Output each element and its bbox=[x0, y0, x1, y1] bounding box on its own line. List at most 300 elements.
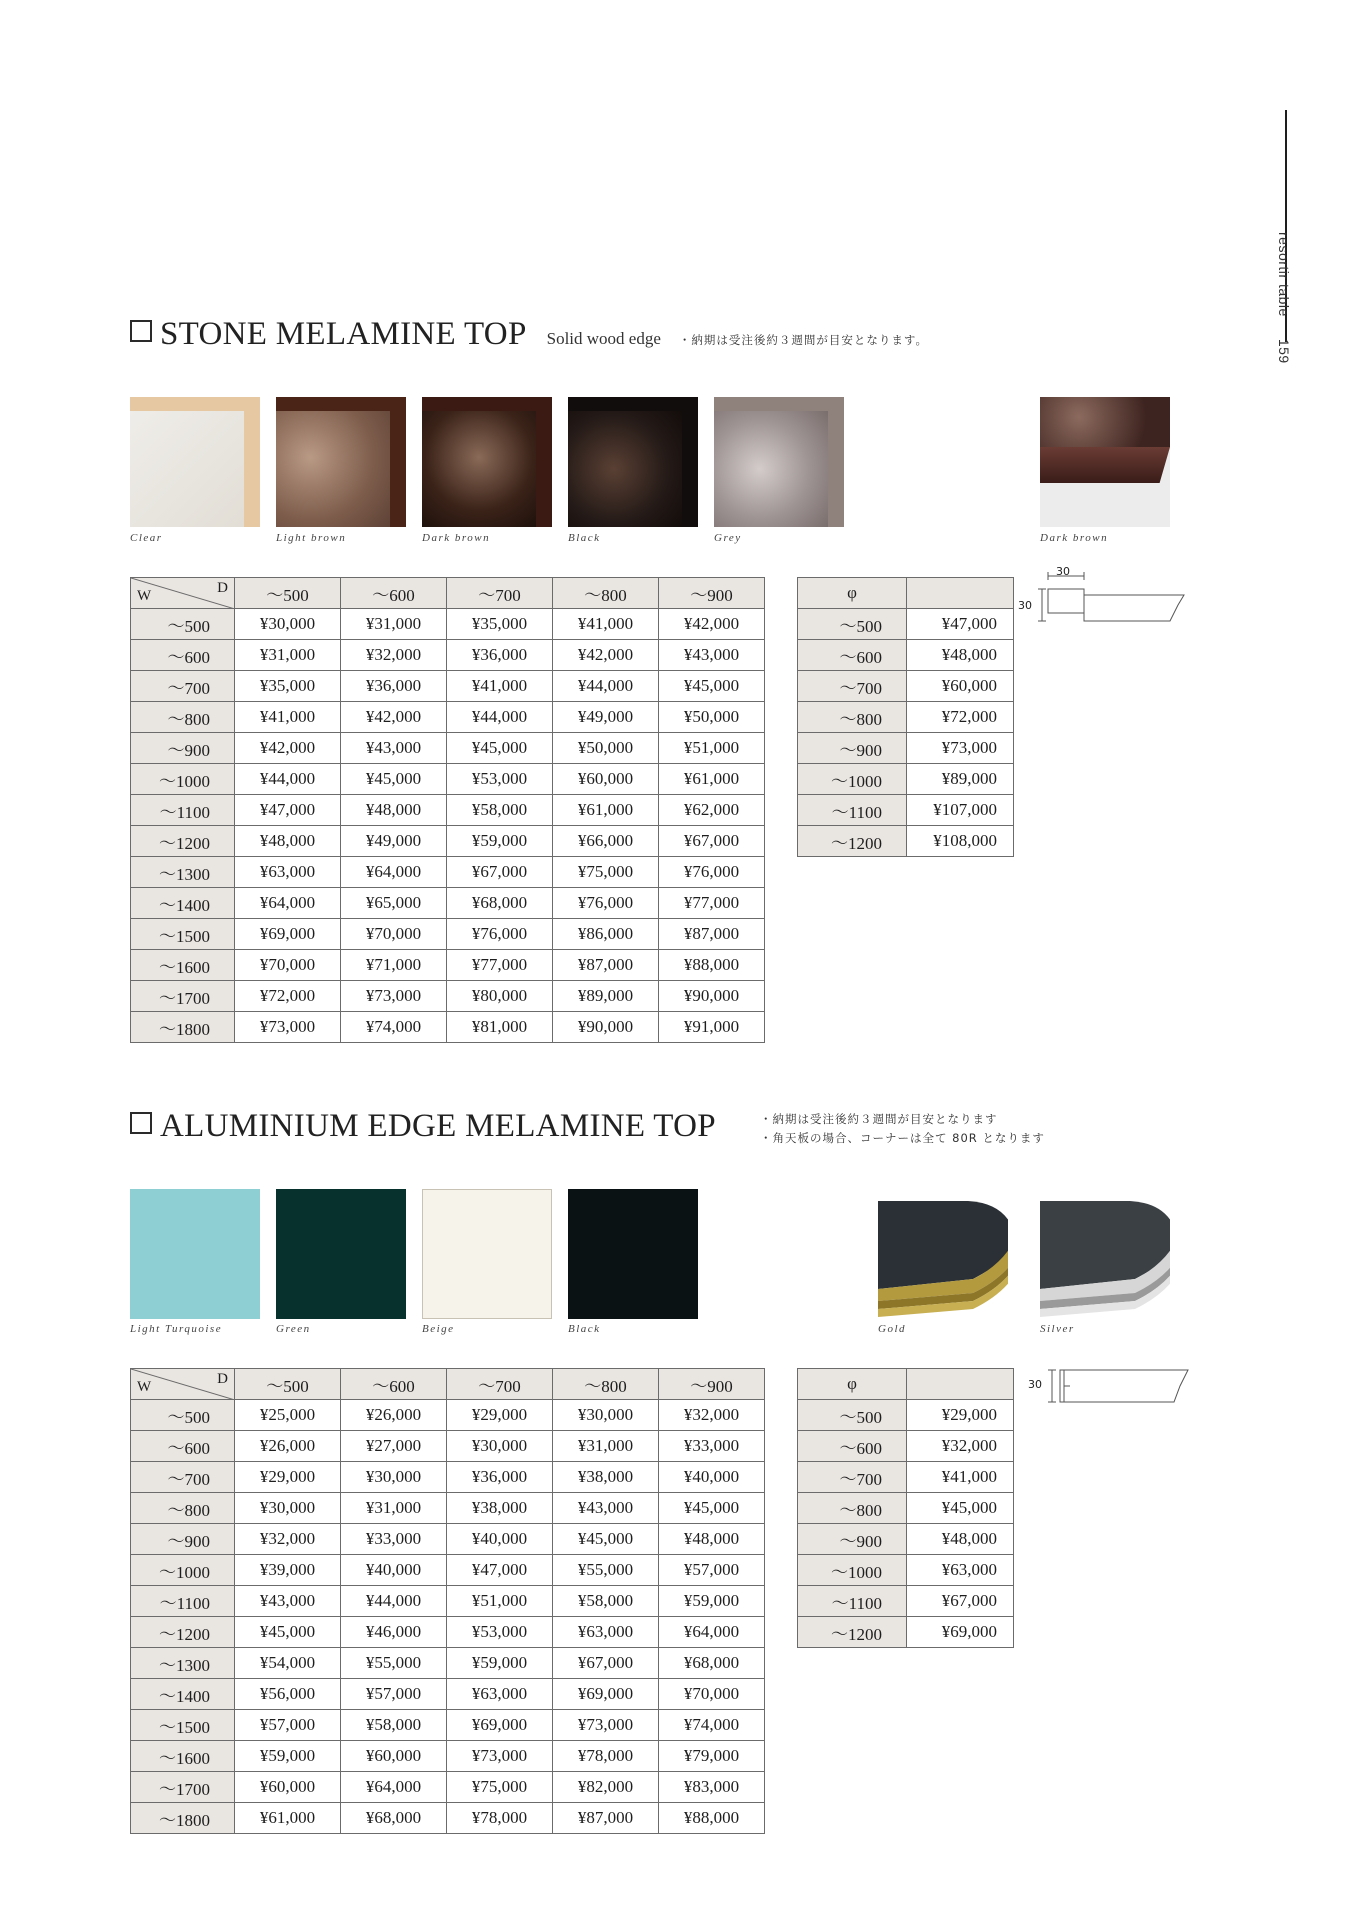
table-row bbox=[131, 1462, 765, 1493]
swatch-light-brown bbox=[276, 397, 406, 527]
price-cell: ¥53,000 bbox=[447, 1617, 553, 1648]
price-cell: ¥70,000 bbox=[659, 1679, 765, 1710]
row-header: ～1200 bbox=[131, 826, 235, 857]
edge-profile-diagram bbox=[1030, 1366, 1192, 1406]
price-cell: ¥63,000 bbox=[447, 1679, 553, 1710]
row-header: ～900 bbox=[798, 733, 907, 764]
swatch-black bbox=[568, 1189, 698, 1319]
price-cell: ¥40,000 bbox=[659, 1462, 765, 1493]
column-header: ～600 bbox=[341, 1369, 447, 1400]
swatch-label: Black bbox=[568, 1323, 601, 1335]
section-stone-header bbox=[130, 316, 928, 353]
table-row bbox=[131, 1524, 765, 1555]
table-row bbox=[798, 733, 1014, 764]
row-header: ～1600 bbox=[131, 1741, 235, 1772]
table-row bbox=[798, 1617, 1014, 1648]
price-cell: ¥38,000 bbox=[447, 1493, 553, 1524]
price-cell: ¥76,000 bbox=[447, 919, 553, 950]
price-cell: ¥73,000 bbox=[447, 1741, 553, 1772]
price-cell: ¥75,000 bbox=[553, 857, 659, 888]
diameter-header: φ bbox=[798, 578, 907, 609]
row-header: ～1100 bbox=[131, 795, 235, 826]
swatch-black bbox=[568, 397, 698, 527]
price-cell: ¥63,000 bbox=[907, 1555, 1014, 1586]
section-note: ・納期は受注後約３週間が目安となります bbox=[760, 1112, 998, 1126]
price-cell: ¥68,000 bbox=[341, 1803, 447, 1834]
price-cell: ¥42,000 bbox=[553, 640, 659, 671]
table-row bbox=[131, 1803, 765, 1834]
price-cell: ¥54,000 bbox=[235, 1648, 341, 1679]
row-header: ～1400 bbox=[131, 888, 235, 919]
swatch-label: Dark brown bbox=[422, 532, 491, 544]
width-label: W bbox=[137, 588, 152, 604]
swatch-label: Gold bbox=[878, 1323, 906, 1335]
table-row bbox=[798, 795, 1014, 826]
price-cell: ¥45,000 bbox=[553, 1524, 659, 1555]
price-cell: ¥69,000 bbox=[235, 919, 341, 950]
column-header: ～600 bbox=[341, 578, 447, 609]
price-cell: ¥44,000 bbox=[447, 702, 553, 733]
price-cell: ¥91,000 bbox=[659, 1012, 765, 1043]
table-row bbox=[131, 702, 765, 733]
price-cell: ¥46,000 bbox=[341, 1617, 447, 1648]
price-cell: ¥81,000 bbox=[447, 1012, 553, 1043]
price-cell: ¥64,000 bbox=[659, 1617, 765, 1648]
price-cell: ¥48,000 bbox=[235, 826, 341, 857]
row-header: ～500 bbox=[131, 1400, 235, 1431]
price-cell: ¥33,000 bbox=[341, 1524, 447, 1555]
row-header: ～1000 bbox=[798, 1555, 907, 1586]
price-cell: ¥43,000 bbox=[341, 733, 447, 764]
price-cell: ¥60,000 bbox=[341, 1741, 447, 1772]
price-cell: ¥63,000 bbox=[235, 857, 341, 888]
price-cell: ¥79,000 bbox=[659, 1741, 765, 1772]
table-row bbox=[131, 888, 765, 919]
row-header: ～1000 bbox=[131, 764, 235, 795]
swatch-label: Grey bbox=[714, 532, 742, 544]
price-cell: ¥45,000 bbox=[659, 671, 765, 702]
blank-header bbox=[907, 1369, 1014, 1400]
swatch-dark-brown-edge bbox=[1040, 397, 1170, 527]
table-corner-cell bbox=[131, 1369, 235, 1400]
column-header: ～700 bbox=[447, 578, 553, 609]
edge-dim-side: 30 bbox=[1018, 599, 1032, 612]
aluminium-round-price-table bbox=[797, 1368, 1014, 1648]
stone-price-table bbox=[130, 577, 765, 1043]
price-cell: ¥55,000 bbox=[341, 1648, 447, 1679]
price-cell: ¥51,000 bbox=[659, 733, 765, 764]
row-header: ～1200 bbox=[798, 826, 907, 857]
table-row bbox=[131, 1617, 765, 1648]
row-header: ～1700 bbox=[131, 1772, 235, 1803]
price-cell: ¥39,000 bbox=[235, 1555, 341, 1586]
price-cell: ¥86,000 bbox=[553, 919, 659, 950]
price-cell: ¥41,000 bbox=[447, 671, 553, 702]
price-cell: ¥49,000 bbox=[341, 826, 447, 857]
price-cell: ¥67,000 bbox=[659, 826, 765, 857]
table-row bbox=[798, 826, 1014, 857]
table-row bbox=[798, 609, 1014, 640]
row-header: ～500 bbox=[798, 609, 907, 640]
price-cell: ¥68,000 bbox=[447, 888, 553, 919]
row-header: ～600 bbox=[131, 640, 235, 671]
price-cell: ¥82,000 bbox=[553, 1772, 659, 1803]
price-cell: ¥26,000 bbox=[235, 1431, 341, 1462]
price-cell: ¥40,000 bbox=[341, 1555, 447, 1586]
row-header: ～800 bbox=[798, 702, 907, 733]
price-cell: ¥57,000 bbox=[341, 1679, 447, 1710]
price-cell: ¥40,000 bbox=[447, 1524, 553, 1555]
row-header: ～1200 bbox=[798, 1617, 907, 1648]
price-cell: ¥45,000 bbox=[659, 1493, 765, 1524]
price-cell: ¥55,000 bbox=[553, 1555, 659, 1586]
price-cell: ¥47,000 bbox=[447, 1555, 553, 1586]
row-header: ～1800 bbox=[131, 1803, 235, 1834]
row-header: ～600 bbox=[131, 1431, 235, 1462]
price-cell: ¥80,000 bbox=[447, 981, 553, 1012]
table-row bbox=[798, 1524, 1014, 1555]
price-cell: ¥33,000 bbox=[659, 1431, 765, 1462]
price-cell: ¥35,000 bbox=[447, 609, 553, 640]
row-header: ～1500 bbox=[131, 919, 235, 950]
price-cell: ¥45,000 bbox=[907, 1493, 1014, 1524]
price-cell: ¥77,000 bbox=[447, 950, 553, 981]
row-header: ～800 bbox=[798, 1493, 907, 1524]
table-header-row bbox=[798, 1369, 1014, 1400]
price-cell: ¥48,000 bbox=[341, 795, 447, 826]
price-cell: ¥36,000 bbox=[341, 671, 447, 702]
price-cell: ¥59,000 bbox=[235, 1741, 341, 1772]
price-cell: ¥61,000 bbox=[235, 1803, 341, 1834]
row-header: ～1400 bbox=[131, 1679, 235, 1710]
price-cell: ¥87,000 bbox=[659, 919, 765, 950]
stone-round-price-table bbox=[797, 577, 1014, 857]
table-row bbox=[798, 1462, 1014, 1493]
price-cell: ¥45,000 bbox=[235, 1617, 341, 1648]
price-cell: ¥32,000 bbox=[907, 1431, 1014, 1462]
depth-label: D bbox=[217, 1371, 228, 1387]
price-cell: ¥67,000 bbox=[907, 1586, 1014, 1617]
table-row bbox=[131, 733, 765, 764]
price-cell: ¥41,000 bbox=[235, 702, 341, 733]
price-cell: ¥75,000 bbox=[447, 1772, 553, 1803]
price-cell: ¥88,000 bbox=[659, 1803, 765, 1834]
table-row bbox=[798, 1493, 1014, 1524]
price-cell: ¥49,000 bbox=[553, 702, 659, 733]
table-row bbox=[131, 1710, 765, 1741]
row-header: ～1000 bbox=[131, 1555, 235, 1586]
price-cell: ¥61,000 bbox=[553, 795, 659, 826]
section-notes bbox=[760, 1110, 1045, 1148]
row-header: ～1100 bbox=[798, 1586, 907, 1617]
price-cell: ¥60,000 bbox=[907, 671, 1014, 702]
row-header: ～900 bbox=[798, 1524, 907, 1555]
price-cell: ¥58,000 bbox=[553, 1586, 659, 1617]
price-cell: ¥64,000 bbox=[341, 1772, 447, 1803]
price-cell: ¥42,000 bbox=[235, 733, 341, 764]
price-cell: ¥62,000 bbox=[659, 795, 765, 826]
price-cell: ¥59,000 bbox=[659, 1586, 765, 1617]
checkbox-square-icon bbox=[130, 320, 152, 342]
price-cell: ¥47,000 bbox=[907, 609, 1014, 640]
price-cell: ¥89,000 bbox=[907, 764, 1014, 795]
price-cell: ¥26,000 bbox=[341, 1400, 447, 1431]
price-cell: ¥65,000 bbox=[341, 888, 447, 919]
price-cell: ¥73,000 bbox=[235, 1012, 341, 1043]
price-cell: ¥70,000 bbox=[341, 919, 447, 950]
table-row bbox=[131, 1772, 765, 1803]
row-header: ～1800 bbox=[131, 1012, 235, 1043]
column-header: ～800 bbox=[553, 1369, 659, 1400]
table-row bbox=[131, 1741, 765, 1772]
price-cell: ¥69,000 bbox=[447, 1710, 553, 1741]
table-row bbox=[131, 1431, 765, 1462]
swatch-green bbox=[276, 1189, 406, 1319]
price-cell: ¥69,000 bbox=[553, 1679, 659, 1710]
price-cell: ¥58,000 bbox=[341, 1710, 447, 1741]
price-cell: ¥67,000 bbox=[447, 857, 553, 888]
row-header: ～1500 bbox=[131, 1710, 235, 1741]
price-cell: ¥48,000 bbox=[907, 640, 1014, 671]
price-cell: ¥50,000 bbox=[659, 702, 765, 733]
price-cell: ¥59,000 bbox=[447, 1648, 553, 1679]
table-row bbox=[131, 1555, 765, 1586]
row-header: ～900 bbox=[131, 733, 235, 764]
table-header-row bbox=[131, 578, 765, 609]
price-cell: ¥30,000 bbox=[235, 1493, 341, 1524]
price-cell: ¥50,000 bbox=[553, 733, 659, 764]
price-cell: ¥56,000 bbox=[235, 1679, 341, 1710]
table-row bbox=[131, 671, 765, 702]
table-header-row bbox=[798, 578, 1014, 609]
table-row bbox=[131, 1012, 765, 1043]
price-cell: ¥73,000 bbox=[553, 1710, 659, 1741]
price-cell: ¥47,000 bbox=[235, 795, 341, 826]
swatch-label: Light brown bbox=[276, 532, 347, 544]
price-cell: ¥59,000 bbox=[447, 826, 553, 857]
price-cell: ¥42,000 bbox=[659, 609, 765, 640]
table-row bbox=[798, 764, 1014, 795]
edge-dim-top: 30 bbox=[1056, 565, 1070, 578]
table-row bbox=[131, 764, 765, 795]
swatch-label: Light Turquoise bbox=[130, 1323, 223, 1335]
section-note: ・納期は受注後約３週間が目安となります。 bbox=[678, 333, 928, 347]
price-cell: ¥51,000 bbox=[447, 1586, 553, 1617]
row-header: ～1700 bbox=[131, 981, 235, 1012]
price-cell: ¥66,000 bbox=[553, 826, 659, 857]
row-header: ～1200 bbox=[131, 1617, 235, 1648]
price-cell: ¥43,000 bbox=[659, 640, 765, 671]
checkbox-square-icon bbox=[130, 1112, 152, 1134]
row-header: ～600 bbox=[798, 640, 907, 671]
price-cell: ¥90,000 bbox=[659, 981, 765, 1012]
swatch-clear bbox=[130, 397, 260, 527]
table-row bbox=[798, 1431, 1014, 1462]
price-cell: ¥31,000 bbox=[341, 609, 447, 640]
column-header: ～500 bbox=[235, 1369, 341, 1400]
row-header: ～700 bbox=[131, 1462, 235, 1493]
price-cell: ¥74,000 bbox=[659, 1710, 765, 1741]
price-cell: ¥25,000 bbox=[235, 1400, 341, 1431]
table-row bbox=[131, 1400, 765, 1431]
swatch-light-turquoise bbox=[130, 1189, 260, 1319]
price-cell: ¥44,000 bbox=[553, 671, 659, 702]
price-cell: ¥45,000 bbox=[447, 733, 553, 764]
table-row bbox=[131, 981, 765, 1012]
price-cell: ¥89,000 bbox=[553, 981, 659, 1012]
price-cell: ¥68,000 bbox=[659, 1648, 765, 1679]
swatch-label: Black bbox=[568, 532, 601, 544]
price-cell: ¥58,000 bbox=[447, 795, 553, 826]
price-cell: ¥61,000 bbox=[659, 764, 765, 795]
swatch-gold-edge bbox=[878, 1189, 1008, 1319]
row-header: ～1000 bbox=[798, 764, 907, 795]
row-header: ～1300 bbox=[131, 1648, 235, 1679]
price-cell: ¥57,000 bbox=[235, 1710, 341, 1741]
column-header: ～700 bbox=[447, 1369, 553, 1400]
row-header: ～900 bbox=[131, 1524, 235, 1555]
row-header: ～500 bbox=[798, 1400, 907, 1431]
table-row bbox=[798, 702, 1014, 733]
swatch-dark-brown bbox=[422, 397, 552, 527]
price-cell: ¥32,000 bbox=[341, 640, 447, 671]
price-cell: ¥32,000 bbox=[235, 1524, 341, 1555]
price-cell: ¥78,000 bbox=[447, 1803, 553, 1834]
column-header: ～900 bbox=[659, 578, 765, 609]
table-row bbox=[131, 919, 765, 950]
price-cell: ¥60,000 bbox=[553, 764, 659, 795]
price-cell: ¥35,000 bbox=[235, 671, 341, 702]
row-header: ～700 bbox=[798, 671, 907, 702]
column-header: ～800 bbox=[553, 578, 659, 609]
table-row bbox=[131, 1586, 765, 1617]
row-header: ～1300 bbox=[131, 857, 235, 888]
price-cell: ¥78,000 bbox=[553, 1741, 659, 1772]
price-cell: ¥60,000 bbox=[235, 1772, 341, 1803]
swatch-label: Dark brown bbox=[1040, 532, 1109, 544]
row-header: ～600 bbox=[798, 1431, 907, 1462]
table-row bbox=[131, 1648, 765, 1679]
table-row bbox=[798, 671, 1014, 702]
swatch-silver-edge bbox=[1040, 1189, 1170, 1319]
row-header: ～700 bbox=[798, 1462, 907, 1493]
price-cell: ¥57,000 bbox=[659, 1555, 765, 1586]
price-cell: ¥36,000 bbox=[447, 640, 553, 671]
price-cell: ¥36,000 bbox=[447, 1462, 553, 1493]
price-cell: ¥69,000 bbox=[907, 1617, 1014, 1648]
price-cell: ¥30,000 bbox=[235, 609, 341, 640]
price-cell: ¥74,000 bbox=[341, 1012, 447, 1043]
price-cell: ¥53,000 bbox=[447, 764, 553, 795]
swatch-label: Green bbox=[276, 1323, 311, 1335]
price-cell: ¥44,000 bbox=[341, 1586, 447, 1617]
table-row bbox=[131, 1679, 765, 1710]
price-cell: ¥31,000 bbox=[341, 1493, 447, 1524]
price-cell: ¥29,000 bbox=[907, 1400, 1014, 1431]
price-cell: ¥29,000 bbox=[235, 1462, 341, 1493]
section-aluminium-header bbox=[130, 1108, 716, 1145]
edge-profile-diagram bbox=[1018, 563, 1190, 625]
price-cell: ¥76,000 bbox=[659, 857, 765, 888]
swatch-beige bbox=[422, 1189, 552, 1319]
section-note: ・角天板の場合、コーナーは全て 80R となります bbox=[760, 1131, 1045, 1145]
price-cell: ¥31,000 bbox=[235, 640, 341, 671]
price-cell: ¥43,000 bbox=[235, 1586, 341, 1617]
price-cell: ¥38,000 bbox=[553, 1462, 659, 1493]
price-cell: ¥64,000 bbox=[341, 857, 447, 888]
price-cell: ¥45,000 bbox=[341, 764, 447, 795]
section-title: ALUMINIUM EDGE MELAMINE TOP bbox=[160, 1108, 716, 1144]
price-cell: ¥64,000 bbox=[235, 888, 341, 919]
row-header: ～800 bbox=[131, 1493, 235, 1524]
section-subtitle: Solid wood edge bbox=[546, 329, 661, 348]
width-label: W bbox=[137, 1379, 152, 1395]
table-row bbox=[798, 1555, 1014, 1586]
price-cell: ¥72,000 bbox=[907, 702, 1014, 733]
column-header: ～500 bbox=[235, 578, 341, 609]
diameter-header: φ bbox=[798, 1369, 907, 1400]
table-row bbox=[131, 857, 765, 888]
price-cell: ¥73,000 bbox=[341, 981, 447, 1012]
price-cell: ¥77,000 bbox=[659, 888, 765, 919]
price-cell: ¥67,000 bbox=[553, 1648, 659, 1679]
table-corner-cell bbox=[131, 578, 235, 609]
swatch-label: Silver bbox=[1040, 1323, 1075, 1335]
price-cell: ¥43,000 bbox=[553, 1493, 659, 1524]
price-cell: ¥71,000 bbox=[341, 950, 447, 981]
side-index-label: resortir table bbox=[1276, 232, 1292, 317]
table-row bbox=[798, 1400, 1014, 1431]
depth-label: D bbox=[217, 580, 228, 596]
swatch-label: Clear bbox=[130, 532, 163, 544]
table-row bbox=[798, 640, 1014, 671]
price-cell: ¥73,000 bbox=[907, 733, 1014, 764]
price-cell: ¥70,000 bbox=[235, 950, 341, 981]
price-cell: ¥42,000 bbox=[341, 702, 447, 733]
table-row bbox=[131, 1493, 765, 1524]
price-cell: ¥107,000 bbox=[907, 795, 1014, 826]
price-cell: ¥32,000 bbox=[659, 1400, 765, 1431]
row-header: ～500 bbox=[131, 609, 235, 640]
price-cell: ¥87,000 bbox=[553, 1803, 659, 1834]
price-cell: ¥63,000 bbox=[553, 1617, 659, 1648]
price-cell: ¥30,000 bbox=[341, 1462, 447, 1493]
swatch-grey bbox=[714, 397, 844, 527]
price-cell: ¥30,000 bbox=[447, 1431, 553, 1462]
price-cell: ¥76,000 bbox=[553, 888, 659, 919]
row-header: ～1100 bbox=[131, 1586, 235, 1617]
price-cell: ¥87,000 bbox=[553, 950, 659, 981]
table-row bbox=[131, 609, 765, 640]
swatch-label: Beige bbox=[422, 1323, 455, 1335]
price-cell: ¥48,000 bbox=[659, 1524, 765, 1555]
price-cell: ¥108,000 bbox=[907, 826, 1014, 857]
row-header: ～800 bbox=[131, 702, 235, 733]
price-cell: ¥88,000 bbox=[659, 950, 765, 981]
table-row bbox=[131, 826, 765, 857]
price-cell: ¥48,000 bbox=[907, 1524, 1014, 1555]
price-cell: ¥90,000 bbox=[553, 1012, 659, 1043]
row-header: ～700 bbox=[131, 671, 235, 702]
price-cell: ¥31,000 bbox=[553, 1431, 659, 1462]
table-row bbox=[131, 795, 765, 826]
price-cell: ¥30,000 bbox=[553, 1400, 659, 1431]
table-row bbox=[131, 640, 765, 671]
page-number: 159 bbox=[1276, 338, 1292, 364]
price-cell: ¥72,000 bbox=[235, 981, 341, 1012]
table-row bbox=[798, 1586, 1014, 1617]
price-cell: ¥83,000 bbox=[659, 1772, 765, 1803]
